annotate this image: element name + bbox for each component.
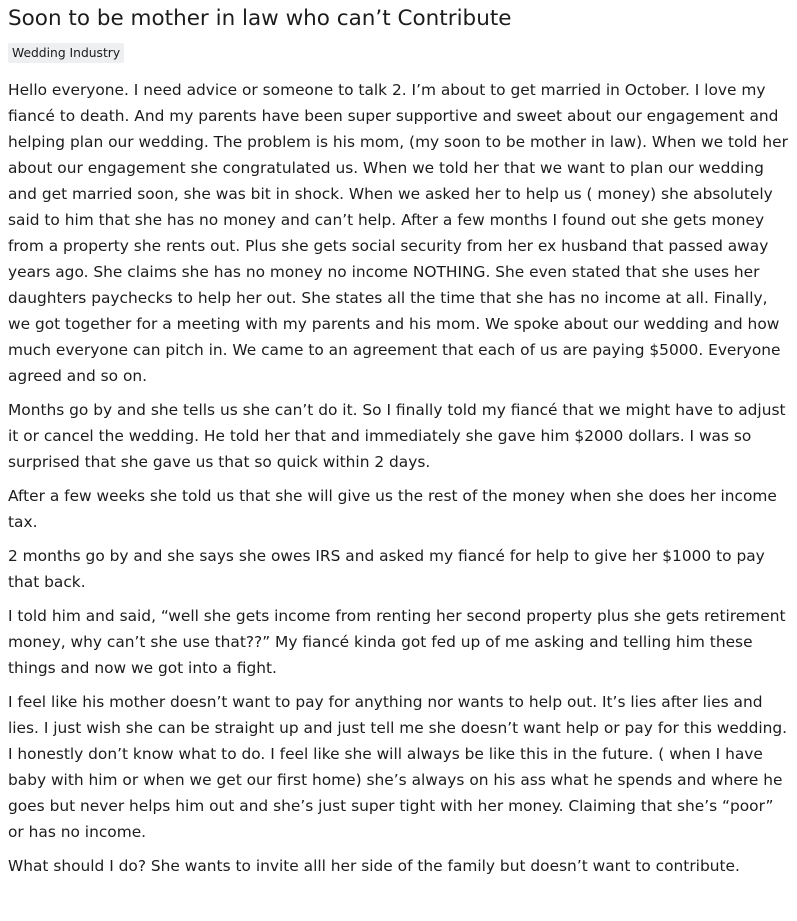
post-paragraph: I feel like his mother doesn’t want to pay for anything nor wants to help out. It’s lies after lies and lies. I just wish she can be straight up and just tell me she doesn’t want help or pay for this wedding. I honestly don’t know what to do. I feel like she will always be like this in the future. ( when I have baby with him or when we get our first home) she’s always on his ass what he spends and where he goes but never helps him out and she’s just super tight with her money. Claiming that she’s “poor” or has no income.	[8, 693, 788, 841]
post-paragraph: After a few weeks she told us that she will give us the rest of the money when she does her income tax.	[8, 487, 777, 531]
post-paragraph: Months go by and she tells us she can’t do it. So I finally told my fiancé that we might have to adjust it or cancel the wedding. He told her that and immediately she gave him $2000 dollars. I was so surprised that she gave us that so quick within 2 days.	[8, 401, 786, 471]
post-paragraph: I told him and said, “well she gets income from renting her second property plus she gets retirement money, why can’t she use that??” My fiancé kinda got fed up of me asking and telling him these things and now we got into a fight.	[8, 607, 786, 677]
post-paragraph: Hello everyone. I need advice or someone to talk 2. I’m about to get married in October. I love my fiancé to death. And my parents have been super supportive and sweet about our engagement and helping plan our wedding. The problem is his mom, (my soon to be mother in law). When we told her about our engagement she congratulated us. When we told her that we want to plan our wedding and get married soon, she was bit in shock. When we asked her to help us ( money) she absolutely said to him that she has no money and can’t help. After a few months I found out she gets money from a property she rents out. Plus she gets social security from her ex husband that passed away years ago. She claims she has no money no income NOTHING. She even stated that she uses her daughters paychecks to help her out. She states all the time that she has no income at all. Finally, we got together for a meeting with my parents and his mom. We spoke about our wedding and how much everyone can pitch in. We came to an agreement that each of us are paying $5000. Everyone agreed and so on.	[8, 81, 788, 385]
post-body	[8, 77, 789, 879]
post-paragraph: What should I do? She wants to invite alll her side of the family but doesn’t want to contribute.	[8, 857, 740, 875]
post-paragraph: 2 months go by and she says she owes IRS and asked my fiancé for help to give her $1000 to pay that back.	[8, 547, 765, 591]
post-title[interactable]: Soon to be mother in law who can’t Contribute	[8, 6, 512, 31]
post-flair[interactable]: Wedding Industry	[8, 43, 124, 63]
